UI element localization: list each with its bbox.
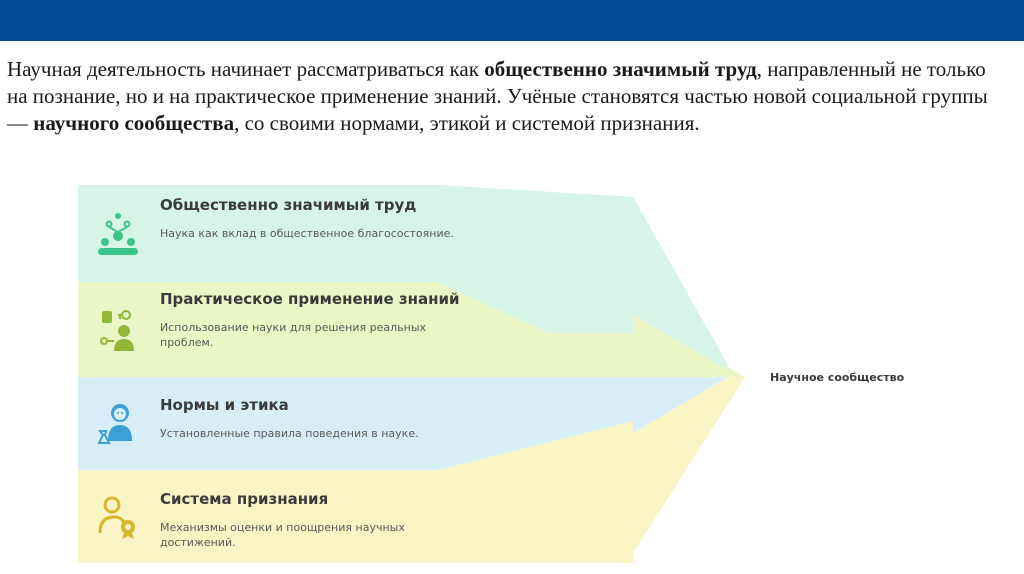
band-recognition-title: Система признания [160, 490, 329, 508]
band-ethics-title: Нормы и этика [160, 396, 289, 414]
band-recognition [160, 489, 460, 550]
band-labor [160, 195, 460, 241]
band-labor-desc: Наука как вклад в общественное благосостояние. [160, 227, 454, 240]
band-practice-desc: Использование науки для решения реальных проблем. [160, 321, 427, 349]
highlight-labor: общественно значимый труд [484, 57, 757, 81]
band-ethics-desc: Установленные правила поведения в науке. [160, 427, 419, 440]
band-practice [160, 289, 460, 350]
intro-paragraph: Научная деятельность начинает рассматриваться как общественно значимый труд, направленный не только на познание, но и на практическое применение знаний. Учёные становятся частью новой социальной группы — научного сообщества, со своими нормами, этикой и системой признания. [7, 57, 988, 135]
band-practice-title: Практическое применение знаний [160, 290, 460, 308]
band-ethics [160, 395, 460, 441]
highlight-community: научного сообщества [33, 111, 235, 135]
arrow-diagram [78, 185, 938, 565]
top-banner [0, 0, 1024, 41]
target-label: Научное сообщество [770, 371, 905, 384]
band-recognition-desc: Механизмы оценки и поощрения научных достижений. [160, 521, 405, 549]
band-labor-title: Общественно значимый труд [160, 196, 417, 214]
